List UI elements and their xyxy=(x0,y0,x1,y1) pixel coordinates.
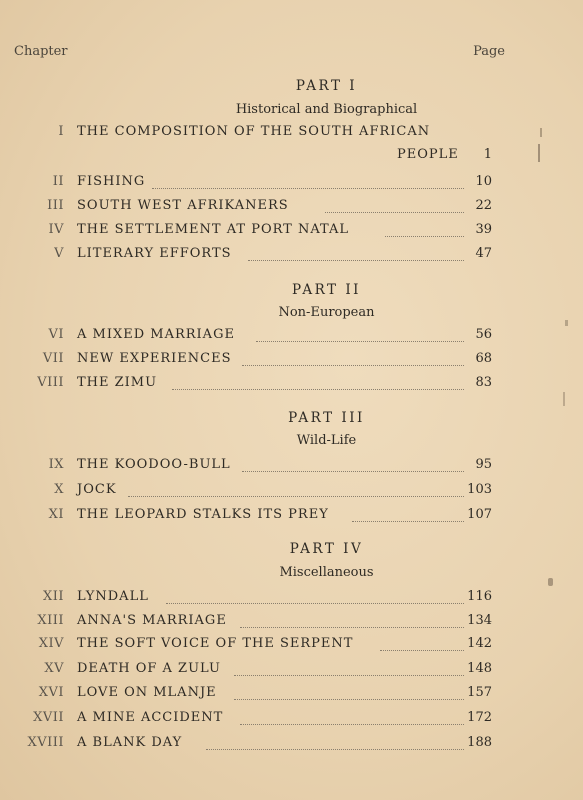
chapter-title: LYNDALL xyxy=(77,589,149,604)
part-title: PART IV xyxy=(289,541,364,557)
dot-leader xyxy=(240,723,464,725)
page-number: 83 xyxy=(475,375,492,390)
chapter-number: XVII xyxy=(33,710,64,725)
chapter-number: XIV xyxy=(38,636,64,651)
page-number: 134 xyxy=(467,613,492,628)
page-number: 142 xyxy=(467,636,492,651)
chapter-number: VI xyxy=(48,327,64,342)
part-subtitle: Non-European xyxy=(278,305,375,320)
dot-leader xyxy=(166,602,464,604)
toc-entry[interactable] xyxy=(0,710,583,728)
page-number: 39 xyxy=(475,222,492,237)
dot-leader xyxy=(234,698,464,700)
dot-leader xyxy=(152,187,464,189)
toc-entry[interactable] xyxy=(0,222,583,240)
page-number: 188 xyxy=(467,735,492,750)
chapter-title-continued: PEOPLE xyxy=(397,147,459,162)
chapter-title: LITERARY EFFORTS xyxy=(77,246,232,261)
page-number: 10 xyxy=(475,174,492,189)
chapter-number: III xyxy=(47,198,64,213)
chapter-title: THE ZIMU xyxy=(77,375,158,390)
toc-entry[interactable] xyxy=(0,327,583,345)
chapter-number: VIII xyxy=(37,375,64,390)
chapter-number: XVI xyxy=(38,685,64,700)
toc-entry[interactable] xyxy=(0,482,583,500)
page-number: 157 xyxy=(467,685,492,700)
toc-entry[interactable] xyxy=(0,636,583,654)
toc-entry-continuation[interactable] xyxy=(0,147,583,165)
chapter-number: IX xyxy=(48,457,64,472)
chapter-number: V xyxy=(54,246,64,261)
dot-leader xyxy=(242,470,464,472)
dot-leader xyxy=(385,235,464,237)
chapter-number: VII xyxy=(42,351,64,366)
toc-entry[interactable] xyxy=(0,613,583,631)
chapter-title: SOUTH WEST AFRIKANERS xyxy=(77,198,289,213)
dot-leader xyxy=(240,626,464,628)
page-header xyxy=(0,44,583,64)
page-column-label: Page xyxy=(473,44,505,59)
chapter-title: THE COMPOSITION OF THE SOUTH AFRICAN xyxy=(77,124,431,139)
toc-entry[interactable] xyxy=(0,507,583,525)
chapter-title: THE SOFT VOICE OF THE SERPENT xyxy=(77,636,354,651)
chapter-title: JOCK xyxy=(77,482,117,497)
dot-leader xyxy=(325,211,464,213)
chapter-title: LOVE ON MLANJE xyxy=(77,685,217,700)
chapter-number: X xyxy=(54,482,64,497)
part-subtitle: Historical and Biographical xyxy=(235,102,418,117)
dot-leader xyxy=(380,649,464,651)
page-number: 22 xyxy=(475,198,492,213)
part-title: PART III xyxy=(288,410,365,426)
page-number: 107 xyxy=(467,507,492,522)
chapter-title: THE SETTLEMENT AT PORT NATAL xyxy=(77,222,349,237)
toc-entry[interactable] xyxy=(0,351,583,369)
chapter-title: A MIXED MARRIAGE xyxy=(77,327,235,342)
toc-entry[interactable] xyxy=(0,246,583,264)
chapter-number: XI xyxy=(48,507,64,522)
page-number: 103 xyxy=(467,482,492,497)
toc-entry[interactable] xyxy=(0,124,583,142)
margin-mark xyxy=(540,128,542,137)
toc-entry[interactable] xyxy=(0,735,583,753)
dot-leader xyxy=(172,388,464,390)
chapter-title: THE KOODOO-BULL xyxy=(77,457,231,472)
chapter-title: THE LEOPARD STALKS ITS PREY xyxy=(77,507,329,522)
chapter-number: I xyxy=(58,124,64,139)
toc-entry[interactable] xyxy=(0,198,583,216)
part-subtitle: Wild-Life xyxy=(296,433,357,448)
chapter-number: XVIII xyxy=(27,735,64,750)
margin-mark xyxy=(548,578,553,586)
page-number: 172 xyxy=(467,710,492,725)
dot-leader xyxy=(248,259,464,261)
chapter-title: NEW EXPERIENCES xyxy=(77,351,232,366)
chapter-number: XII xyxy=(42,589,64,604)
page-number: 95 xyxy=(475,457,492,472)
part-title: PART II xyxy=(292,282,361,298)
chapter-title: A MINE ACCIDENT xyxy=(77,710,224,725)
chapter-number: XV xyxy=(44,661,64,676)
toc-entry[interactable] xyxy=(0,375,583,393)
chapter-number: II xyxy=(52,174,64,189)
toc-entry[interactable] xyxy=(0,174,583,192)
dot-leader xyxy=(256,340,464,342)
toc-entry[interactable] xyxy=(0,589,583,607)
part-title: PART I xyxy=(295,78,358,94)
chapter-column-label: Chapter xyxy=(14,44,68,59)
page-number: 148 xyxy=(467,661,492,676)
toc-entry[interactable] xyxy=(0,685,583,703)
chapter-title: A BLANK DAY xyxy=(77,735,183,750)
page-number: 56 xyxy=(475,327,492,342)
page-number: 68 xyxy=(475,351,492,366)
page-number: 116 xyxy=(467,589,492,604)
part-subtitle: Miscellaneous xyxy=(279,565,374,580)
chapter-number: IV xyxy=(48,222,64,237)
dot-leader xyxy=(242,364,464,366)
dot-leader xyxy=(352,520,464,522)
toc-entry[interactable] xyxy=(0,661,583,679)
margin-mark xyxy=(538,144,540,162)
dot-leader xyxy=(128,495,464,497)
chapter-title: DEATH OF A ZULU xyxy=(77,661,221,676)
chapter-number: XIII xyxy=(37,613,64,628)
page-number: 47 xyxy=(475,246,492,261)
page-number: 1 xyxy=(483,147,492,162)
chapter-title: ANNA'S MARRIAGE xyxy=(77,613,227,628)
dot-leader xyxy=(206,748,464,750)
margin-mark xyxy=(563,392,565,406)
margin-mark xyxy=(565,320,568,326)
chapter-title: FISHING xyxy=(77,174,146,189)
dot-leader xyxy=(234,674,464,676)
toc-entry[interactable] xyxy=(0,457,583,475)
